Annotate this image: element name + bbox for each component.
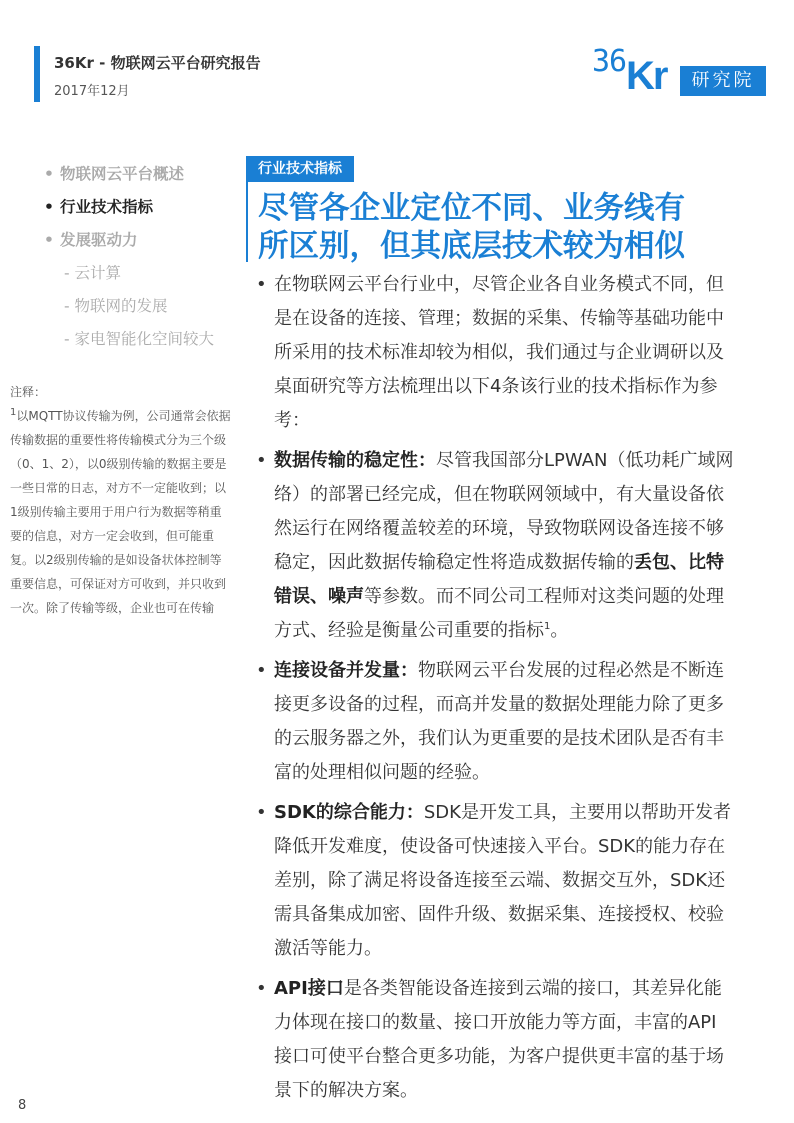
footnote-text [10,404,232,620]
logo-number: 36 [592,44,627,79]
intro-paragraph [256,268,734,438]
section-tag: 行业技术指标 [246,156,354,182]
bullet-label: API接口 [274,978,344,999]
footnote-heading: 注释： [10,385,47,399]
title-line-1: 尽管各企业定位不同、业务线有 [258,191,685,226]
bullet-text-cont: 等参数。而不同公司工程师对这类问题的处理方式、经验是衡量公司重要的指标 [274,586,724,641]
bullet-text: 物联网云平台发展的过程必然是不断连接更多设备的过程，而高并发量的数据处理能力除了更多的云服务器之外，我们认为更重要的是技术团队是否有丰富的处理相似问题的经验。 [274,660,724,783]
nav-item-tech-indicators[interactable] [44,193,244,226]
bullet-dot: • [256,978,267,999]
nav-item-drivers[interactable] [44,226,244,259]
title-line-2: 所区别，但其底层技术较为相似 [258,229,685,264]
page-number: 8 [18,1098,27,1113]
bullet-end: 。 [550,620,569,641]
nav-bullet: • [44,198,54,216]
nav-item-label: 物联网云平台概述 [60,165,185,183]
nav-subitem-cloud[interactable]: - 云计算 [64,264,122,282]
report-title: 36Kr - 物联网云平台研究报告 [54,54,261,72]
bullet-text: 是各类智能设备连接到云端的接口，其差异化能力体现在接口的数量、接口开放能力等方面，丰富的API接口可使平台整合更多功能，为客户提供更丰富的基于场景下的解决方案。 [274,978,724,1101]
bullet-dot: • [256,802,267,823]
footnote-panel [10,380,232,620]
bullet-transmission-stability [256,444,734,648]
bullet-dot: • [256,274,267,295]
bullet-api [256,972,734,1108]
footnote-marker: 1 [10,407,17,418]
header-accent-bar [34,46,40,102]
main-content [256,268,734,1114]
bullet-dot: • [256,660,267,681]
bullet-label: SDK的综合能力： [274,802,424,823]
bullet-label: 连接设备并发量： [274,660,418,681]
bullet-sdk [256,796,734,966]
section-title [258,190,758,266]
bullet-text: SDK是开发工具，主要用以帮助开发者降低开发难度，使设备可快速接入平台。SDK的能力存在差别，除了满足将设备连接至云端、数据交互外，SDK还需具备集成加密、固件升级、数据采集、连接授权、校验激活等能力。 [274,802,731,959]
intro-text: 在物联网云平台行业中，尽管企业各自业务模式不同，但是在设备的连接、管理；数据的采集、传输等基础功能中所采用的技术标准却较为相似，我们通过与企业调研以及桌面研究等方法梳理出以下4条该行业的技术指标作为参考： [274,274,724,431]
nav-item-label: 发展驱动力 [60,231,138,249]
bullet-concurrency [256,654,734,790]
bullet-label: 数据传输的稳定性： [274,450,436,471]
nav-item-label: 行业技术指标 [60,198,154,216]
nav-subitem-iot[interactable]: - 物联网的发展 [64,297,168,315]
report-date: 2017年12月 [54,84,130,99]
logo-institute: 研究院 [680,66,766,96]
title-rule [246,182,248,262]
nav-item-overview[interactable] [44,160,244,193]
section-nav [44,160,244,358]
footnote-ref[interactable]: 1 [544,621,551,632]
nav-bullet: • [44,165,54,183]
nav-bullet: • [44,231,54,249]
bullet-bold-terms: 丢包、比特错误、噪声 [274,552,724,607]
nav-subitem-appliance[interactable]: - 家电智能化空间较大 [64,330,215,348]
footnote-body: 以MQTT协议传输为例，公司通常会依据传输数据的重要性将传输模式分为三个级（0、1、2），以0级别传输的数据主要是一些日常的日志，对方不一定能收到；以1级别传输主要用于用户行为数据等稍重要的信息，对方一定会收到，但可能重复。以2级别传输的是如设备状体控制等重要信息，可保证对方可收到，并只收到一次。除了传输等级，企业也可在传输 [10,409,231,615]
36kr-institute-logo [592,44,772,104]
bullet-dot: • [256,450,267,471]
logo-kr: Kr [626,54,667,98]
bullet-text: 尽管我国部分LPWAN（低功耗广域网络）的部署已经完成，但在物联网领域中，有大量设备依然运行在网络覆盖较差的环境，导致物联网设备连接不够稳定，因此数据传输稳定性将造成数据传输的 [274,450,734,573]
